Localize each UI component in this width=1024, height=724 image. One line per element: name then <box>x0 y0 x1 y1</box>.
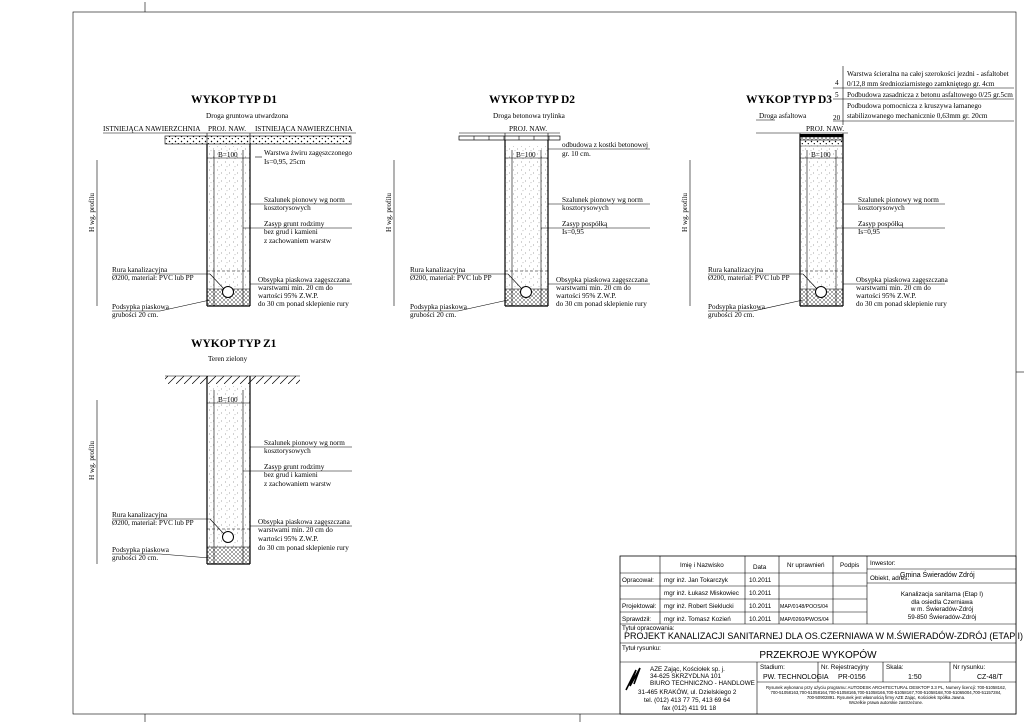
svg-text:Kanalizacja sanitarna (Etap I): Kanalizacja sanitarna (Etap I) <box>900 591 984 598</box>
svg-text:Inwestor:: Inwestor: <box>870 560 896 567</box>
svg-text:Tytuł rysunku:: Tytuł rysunku: <box>622 645 661 652</box>
svg-text:Ø200, materiał: PVC lub PP: Ø200, materiał: PVC lub PP <box>410 274 492 282</box>
top-label-existing-right: ISTNIEJĄCA NAWIERZCHNIA <box>255 125 353 133</box>
svg-text:10.2011: 10.2011 <box>749 616 772 623</box>
trench-d3 <box>681 66 1014 319</box>
svg-text:grubości 20 cm.: grubości 20 cm. <box>708 311 755 319</box>
svg-text:kosztorysowych: kosztorysowych <box>858 204 905 212</box>
svg-text:Warstwa ścieralna na całej sze: Warstwa ścieralna na całej szerokości jezdni - asfaltobet <box>847 70 1009 78</box>
svg-text:do 30 cm ponad sklepienie rury: do 30 cm ponad sklepienie rury <box>856 300 947 308</box>
road-type: Droga gruntowa utwardzona <box>206 112 289 120</box>
trench-d1 <box>88 94 356 319</box>
svg-text:Opracował:: Opracował: <box>622 577 654 584</box>
svg-text:Is=0,95, 25cm: Is=0,95, 25cm <box>264 158 306 166</box>
trench-title: WYKOP TYP Z1 <box>191 338 277 350</box>
top-label-proj: PROJ. NAW. <box>806 125 845 133</box>
svg-text:700-51058163,700-51058164,700-: 700-51058163,700-51058164,700-51058165,700-51058166,700-51058167,700-51058168,700-51065004,700-51157284, <box>770 690 1002 695</box>
surface-gravel <box>165 136 351 144</box>
svg-text:Ø200, materiał: PVC lub PP: Ø200, materiał: PVC lub PP <box>708 274 790 282</box>
svg-text:Is=0,95: Is=0,95 <box>562 228 584 236</box>
svg-text:CZ-48/T: CZ-48/T <box>977 674 1003 681</box>
svg-text:Podsypka piaskowa: Podsypka piaskowa <box>112 546 169 554</box>
depth-label: H wg. profilu <box>88 193 96 232</box>
svg-text:stabilizowanego mechanicznie 0: stabilizowanego mechanicznie 0,63mm gr. 20cm <box>847 112 988 120</box>
svg-text:Szalunek pionowy wg norm: Szalunek pionowy wg norm <box>562 196 643 204</box>
svg-text:mgr inż. Robert Sieklucki: mgr inż. Robert Sieklucki <box>664 603 734 610</box>
svg-text:Nr. Rejestracyjny: Nr. Rejestracyjny <box>821 664 869 671</box>
svg-text:700-50902891. Rysunek jest wła: 700-50902891. Rysunek jest własnością firmy AZE Zając, Kościołek Spółka Jawna. <box>806 695 966 700</box>
svg-text:Obiekt, adres:: Obiekt, adres: <box>870 575 910 582</box>
svg-text:Obsypka piaskowa zagęszczana: Obsypka piaskowa zagęszczana <box>856 276 948 284</box>
svg-text:Rura kanalizacyjna: Rura kanalizacyjna <box>112 511 168 519</box>
svg-text:mgr inż. Łukasz Miskowiec: mgr inż. Łukasz Miskowiec <box>664 590 739 597</box>
ground-surface <box>165 376 300 384</box>
header-name: Imię i Nazwisko <box>680 562 724 569</box>
svg-text:Rura kanalizacyjna: Rura kanalizacyjna <box>410 266 466 274</box>
svg-text:z zachowaniem warstw: z zachowaniem warstw <box>264 237 332 245</box>
svg-text:warstwami min. 20 cm do: warstwami min. 20 cm do <box>556 284 631 292</box>
svg-text:Podbudowa pomocnicza z kruszyw: Podbudowa pomocnicza z kruszywa łamanego <box>847 102 982 110</box>
svg-text:kosztorysowych: kosztorysowych <box>562 204 609 212</box>
depth-label: H wg. profilu <box>88 441 96 480</box>
svg-text:wartości 95% Z.W.P.: wartości 95% Z.W.P. <box>258 535 319 543</box>
svg-text:kosztorysowych: kosztorysowych <box>264 447 311 455</box>
svg-text:0/12,8 mm średnioziarnistego z: 0/12,8 mm średnioziarnistego zamkniętego gr. 4cm <box>847 80 995 88</box>
svg-text:wartości 95% Z.W.P.: wartości 95% Z.W.P. <box>258 292 319 300</box>
depth-label: H wg. profilu <box>681 193 689 232</box>
svg-text:PW. TECHNOLOGIA: PW. TECHNOLOGIA <box>763 674 829 681</box>
svg-text:Zasyp grunt rodzimy: Zasyp grunt rodzimy <box>264 220 325 228</box>
svg-text:20: 20 <box>833 114 841 122</box>
svg-text:Podsypka piaskowa: Podsypka piaskowa <box>112 303 169 311</box>
trench-title: WYKOP TYP D3 <box>746 94 833 106</box>
backfill-area <box>207 146 250 271</box>
svg-text:Tytuł opracowania:: Tytuł opracowania: <box>622 625 675 632</box>
svg-text:bez grud i kamieni: bez grud i kamieni <box>264 228 318 236</box>
pipe <box>521 287 532 298</box>
svg-text:Gmina Świeradów Zdrój: Gmina Świeradów Zdrój <box>900 572 975 579</box>
svg-text:do 30 cm ponad sklepienie rury: do 30 cm ponad sklepienie rury <box>556 300 647 308</box>
svg-text:Ø200, materiał: PVC lub PP: Ø200, materiał: PVC lub PP <box>112 519 194 527</box>
svg-text:Skala:: Skala: <box>886 664 904 671</box>
trench-title: WYKOP TYP D1 <box>191 94 278 106</box>
svg-text:mgr inż. Jan Tokarczyk: mgr inż. Jan Tokarczyk <box>664 577 728 584</box>
svg-text:Szalunek pionowy wg norm: Szalunek pionowy wg norm <box>858 196 939 204</box>
svg-text:bez grud i kamieni: bez grud i kamieni <box>264 471 318 479</box>
svg-text:Nr rysunku:: Nr rysunku: <box>953 664 986 671</box>
svg-text:AZE Zając, Kościołek sp. j.: AZE Zając, Kościołek sp. j. <box>650 666 725 673</box>
road-type: Droga asfaltowa <box>759 112 807 120</box>
svg-text:34-625 SKRZYDLNA 101: 34-625 SKRZYDLNA 101 <box>650 673 722 680</box>
svg-text:10.2011: 10.2011 <box>749 603 772 610</box>
trench-d2 <box>385 94 650 319</box>
svg-text:10.2011: 10.2011 <box>749 577 772 584</box>
title-block <box>620 556 1023 714</box>
svg-text:warstwami min. 20 cm do: warstwami min. 20 cm do <box>258 526 333 534</box>
svg-text:4: 4 <box>835 79 839 87</box>
svg-text:MAP/0260/PWOS/04: MAP/0260/PWOS/04 <box>780 617 829 623</box>
svg-text:PR-0156: PR-0156 <box>838 674 866 681</box>
svg-text:do 30 cm ponad sklepienie rury: do 30 cm ponad sklepienie rury <box>258 300 349 308</box>
svg-text:1:50: 1:50 <box>908 674 922 681</box>
svg-text:Zasyp pospółką: Zasyp pospółką <box>562 220 608 228</box>
svg-text:Rura kanalizacyjna: Rura kanalizacyjna <box>112 266 168 274</box>
width-label: B=100 <box>811 151 831 159</box>
depth-label: H wg. profilu <box>385 193 393 232</box>
svg-text:Zasyp grunt rodzimy: Zasyp grunt rodzimy <box>264 463 325 471</box>
pipe <box>223 532 234 543</box>
trench-title: WYKOP TYP D2 <box>489 94 576 106</box>
svg-text:Szalunek pionowy wg norm: Szalunek pionowy wg norm <box>264 196 345 204</box>
svg-text:warstwami min. 20 cm do: warstwami min. 20 cm do <box>258 284 333 292</box>
width-label: B=100 <box>516 151 536 159</box>
svg-text:59-850 Świeradów-Zdrój: 59-850 Świeradów-Zdrój <box>907 614 977 621</box>
svg-text:warstwami min. 20 cm do: warstwami min. 20 cm do <box>856 284 931 292</box>
svg-text:odbudowa z kostki betonowej: odbudowa z kostki betonowej <box>562 141 649 149</box>
top-label-existing-left: ISTNIEJĄCA NAWIERZCHNIA <box>103 125 201 133</box>
header-signature: Podpis <box>840 562 860 569</box>
road-type: Droga betonowa trylinka <box>493 112 565 120</box>
svg-text:Warstwa żwiru zagęszczonego: Warstwa żwiru zagęszczonego <box>264 149 353 157</box>
svg-text:BIURO TECHNICZNO - HANDLOWE: BIURO TECHNICZNO - HANDLOWE <box>650 680 755 687</box>
svg-text:w m. Świeradów-Zdrój: w m. Świeradów-Zdrój <box>910 606 974 613</box>
top-label-proj: PROJ. NAW. <box>208 125 247 133</box>
svg-text:Podsypka piaskowa: Podsypka piaskowa <box>708 303 765 311</box>
svg-text:Podsypka piaskowa: Podsypka piaskowa <box>410 303 467 311</box>
svg-text:10.2011: 10.2011 <box>749 590 772 597</box>
svg-text:do 30 cm ponad sklepienie rury: do 30 cm ponad sklepienie rury <box>258 544 349 552</box>
svg-text:Is=0,95: Is=0,95 <box>858 228 880 236</box>
svg-text:Zasyp pospółką: Zasyp pospółką <box>858 220 904 228</box>
width-label: B=100 <box>218 396 238 404</box>
svg-text:5: 5 <box>835 91 839 99</box>
svg-text:Rura kanalizacyjna: Rura kanalizacyjna <box>708 266 764 274</box>
svg-text:Obsypka piaskowa zagęszczana: Obsypka piaskowa zagęszczana <box>258 276 350 284</box>
svg-text:31-465 KRAKÓW, ul. Dzielskiego: 31-465 KRAKÓW, ul. Dzielskiego 2 <box>638 689 737 696</box>
svg-text:mgr inż. Tomasz Kozień: mgr inż. Tomasz Kozień <box>664 616 731 623</box>
svg-text:z zachowaniem warstw: z zachowaniem warstw <box>264 480 332 488</box>
svg-text:Podbudowa zasadnicza z betonu: Podbudowa zasadnicza z betonu asfaltowego 0/25 gr.5cm <box>847 91 1013 99</box>
svg-text:grubości 20 cm.: grubości 20 cm. <box>410 311 457 319</box>
svg-text:Szalunek pionowy wg norm: Szalunek pionowy wg norm <box>264 439 345 447</box>
drawing-title: PRZEKROJE WYKOPÓW <box>759 650 877 661</box>
svg-text:Wszelkie prawa autorskie zastr: Wszelkie prawa autorskie zastrzeżone. <box>848 700 924 705</box>
svg-text:wartości 95% Z.W.P.: wartości 95% Z.W.P. <box>556 292 617 300</box>
header-license: Nr uprawnień <box>787 562 825 569</box>
header-date: Data <box>753 564 767 571</box>
svg-text:Projektował:: Projektował: <box>622 603 657 610</box>
pipe <box>816 287 827 298</box>
svg-text:MAP/0148/POOS/04: MAP/0148/POOS/04 <box>780 604 828 610</box>
svg-text:Obsypka piaskowa zagęszczana: Obsypka piaskowa zagęszczana <box>258 518 350 526</box>
svg-text:Rysunek wykonano przy użyciu p: Rysunek wykonano przy użyciu programu: AUTODESK ARCHITECTURAL DESKTOP 3.3 PL, Numery licencji: 700-51058162, <box>765 685 1007 690</box>
trench-z1 <box>88 338 352 564</box>
svg-text:gr. 10 cm.: gr. 10 cm. <box>562 150 591 158</box>
svg-text:grubości 20 cm.: grubości 20 cm. <box>112 554 159 562</box>
svg-text:Obsypka piaskowa zagęszczana: Obsypka piaskowa zagęszczana <box>556 276 648 284</box>
width-label: B=100 <box>218 151 238 159</box>
svg-text:Stadium:: Stadium: <box>760 664 785 671</box>
road-type: Teren zielony <box>208 355 248 363</box>
svg-text:Sprawdził:: Sprawdził: <box>622 616 652 623</box>
svg-text:tel. (012) 413 77 75, 413 69 6: tel. (012) 413 77 75, 413 69 64 <box>644 697 731 704</box>
svg-text:dla osiedla Czerniawa: dla osiedla Czerniawa <box>911 599 973 606</box>
svg-text:fax (012) 411 91 18: fax (012) 411 91 18 <box>662 705 717 712</box>
study-title: PROJEKT KANALIZACJI SANITARNEJ DLA OS.CZERNIAWA W M.ŚWIERADÓW-ZDRÓJ (ETAP I) <box>624 631 1024 641</box>
pipe <box>223 287 234 298</box>
svg-text:grubości 20 cm.: grubości 20 cm. <box>112 311 159 319</box>
top-label-proj: PROJ. NAW. <box>509 125 548 133</box>
asphalt-wearing <box>800 134 843 137</box>
svg-text:Ø200, materiał: PVC lub PP: Ø200, materiał: PVC lub PP <box>112 274 194 282</box>
svg-text:kosztorysowych: kosztorysowych <box>264 204 311 212</box>
svg-text:wartości 95% Z.W.P.: wartości 95% Z.W.P. <box>856 292 917 300</box>
